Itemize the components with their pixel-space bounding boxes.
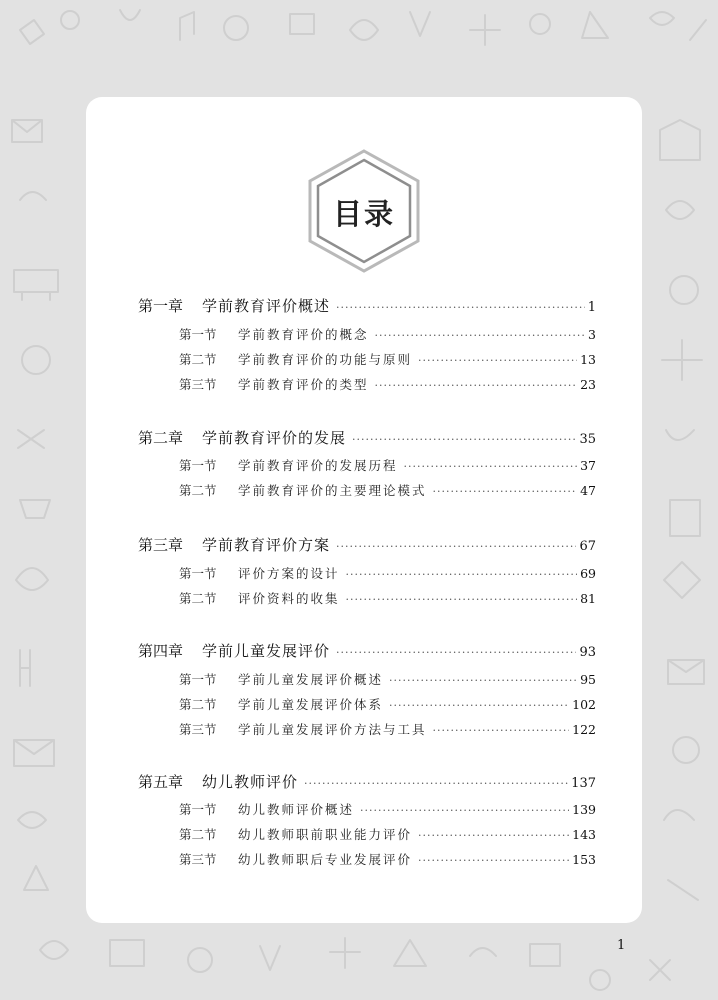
chapter-page: 67 — [579, 539, 596, 554]
dot-leader — [360, 804, 569, 817]
section-title: 学前教育评价的功能与原则 — [238, 352, 413, 367]
section-number: 第二节 — [179, 591, 217, 606]
section-number: 第二节 — [179, 483, 217, 498]
dot-leader — [352, 433, 576, 446]
dot-leader — [433, 485, 578, 498]
toc-chapter-row[interactable] — [138, 295, 596, 316]
section-page: 122 — [572, 722, 596, 737]
section-number: 第一节 — [179, 327, 217, 342]
dot-leader — [375, 379, 578, 392]
chapter-number: 第二章 — [138, 429, 184, 447]
section-page: 81 — [580, 591, 596, 606]
dot-leader — [336, 540, 576, 553]
toc-section-row[interactable] — [179, 670, 596, 688]
chapter-title: 学前儿童发展评价 — [202, 642, 331, 660]
toc-section-row[interactable] — [179, 481, 596, 499]
section-title: 学前教育评价的类型 — [238, 377, 369, 392]
chapter-page: 137 — [571, 776, 596, 791]
chapter-number: 第一章 — [138, 297, 184, 315]
dot-leader — [346, 593, 578, 606]
section-page: 153 — [572, 852, 596, 867]
toc-chapter-row[interactable] — [138, 534, 596, 555]
section-page: 47 — [580, 483, 596, 498]
chapter-title: 学前教育评价方案 — [202, 536, 331, 554]
section-number: 第三节 — [179, 377, 217, 392]
chapter-number: 第四章 — [138, 642, 184, 660]
section-page: 13 — [580, 352, 596, 367]
toc-section-row[interactable] — [179, 825, 596, 843]
chapter-title: 幼儿教师评价 — [202, 773, 299, 791]
section-title: 评价资料的收集 — [238, 591, 340, 606]
toc-section-row[interactable] — [179, 375, 596, 393]
dot-leader — [389, 699, 569, 712]
dot-leader — [304, 777, 568, 790]
section-title: 学前儿童发展评价体系 — [238, 697, 384, 712]
dot-leader — [418, 354, 577, 367]
section-title: 学前儿童发展评价概述 — [238, 672, 384, 687]
toc-section-row[interactable] — [179, 350, 596, 368]
section-page: 69 — [580, 566, 596, 581]
section-page: 23 — [580, 377, 596, 392]
section-number: 第三节 — [179, 852, 217, 867]
section-number: 第一节 — [179, 566, 217, 581]
chapter-title: 学前教育评价概述 — [202, 297, 331, 315]
toc-section-row[interactable] — [179, 589, 596, 607]
section-title: 学前教育评价的发展历程 — [238, 458, 398, 473]
section-page: 139 — [572, 802, 596, 817]
section-number: 第二节 — [179, 827, 217, 842]
section-title: 学前教育评价的主要理论模式 — [238, 483, 427, 498]
toc-section-row[interactable] — [179, 325, 596, 343]
toc-section-row[interactable] — [179, 695, 596, 713]
toc-card — [86, 97, 642, 923]
toc-section-row[interactable] — [179, 456, 596, 474]
toc-chapter-row[interactable] — [138, 640, 596, 661]
dot-leader — [375, 329, 586, 342]
section-number: 第一节 — [179, 458, 217, 473]
section-page: 37 — [580, 458, 596, 473]
toc-section-row[interactable] — [179, 564, 596, 582]
section-title: 学前教育评价的概念 — [238, 327, 369, 342]
section-number: 第二节 — [179, 697, 217, 712]
section-page: 143 — [572, 827, 596, 842]
section-page: 95 — [580, 672, 596, 687]
dot-leader — [389, 674, 577, 687]
toc-chapter-row[interactable] — [138, 771, 596, 792]
section-number: 第一节 — [179, 672, 217, 687]
dot-leader — [433, 724, 570, 737]
toc-heading: 目录 — [332, 197, 395, 231]
chapter-title: 学前教育评价的发展 — [202, 429, 347, 447]
chapter-page: 93 — [579, 645, 596, 660]
chapter-page: 1 — [587, 300, 596, 315]
section-title: 学前儿童发展评价方法与工具 — [238, 722, 427, 737]
section-page: 102 — [572, 697, 596, 712]
section-title: 幼儿教师职后专业发展评价 — [238, 852, 413, 867]
toc-section-row[interactable] — [179, 850, 596, 868]
toc-chapter-row[interactable] — [138, 427, 596, 448]
dot-leader — [346, 568, 578, 581]
section-page: 3 — [588, 327, 596, 342]
section-title: 幼儿教师评价概述 — [238, 802, 355, 817]
dot-leader — [418, 854, 569, 867]
toc-section-row[interactable] — [179, 800, 596, 818]
dot-leader — [418, 829, 569, 842]
dot-leader — [336, 301, 585, 314]
chapter-number: 第三章 — [138, 536, 184, 554]
dot-leader — [336, 646, 576, 659]
section-title: 幼儿教师职前职业能力评价 — [238, 827, 413, 842]
page-number: 1 — [617, 938, 626, 953]
dot-leader — [404, 460, 578, 473]
section-number: 第一节 — [179, 802, 217, 817]
section-number: 第三节 — [179, 722, 217, 737]
chapter-number: 第五章 — [138, 773, 184, 791]
section-number: 第二节 — [179, 352, 217, 367]
chapter-page: 35 — [579, 432, 596, 447]
toc-section-row[interactable] — [179, 720, 596, 738]
section-title: 评价方案的设计 — [238, 566, 340, 581]
